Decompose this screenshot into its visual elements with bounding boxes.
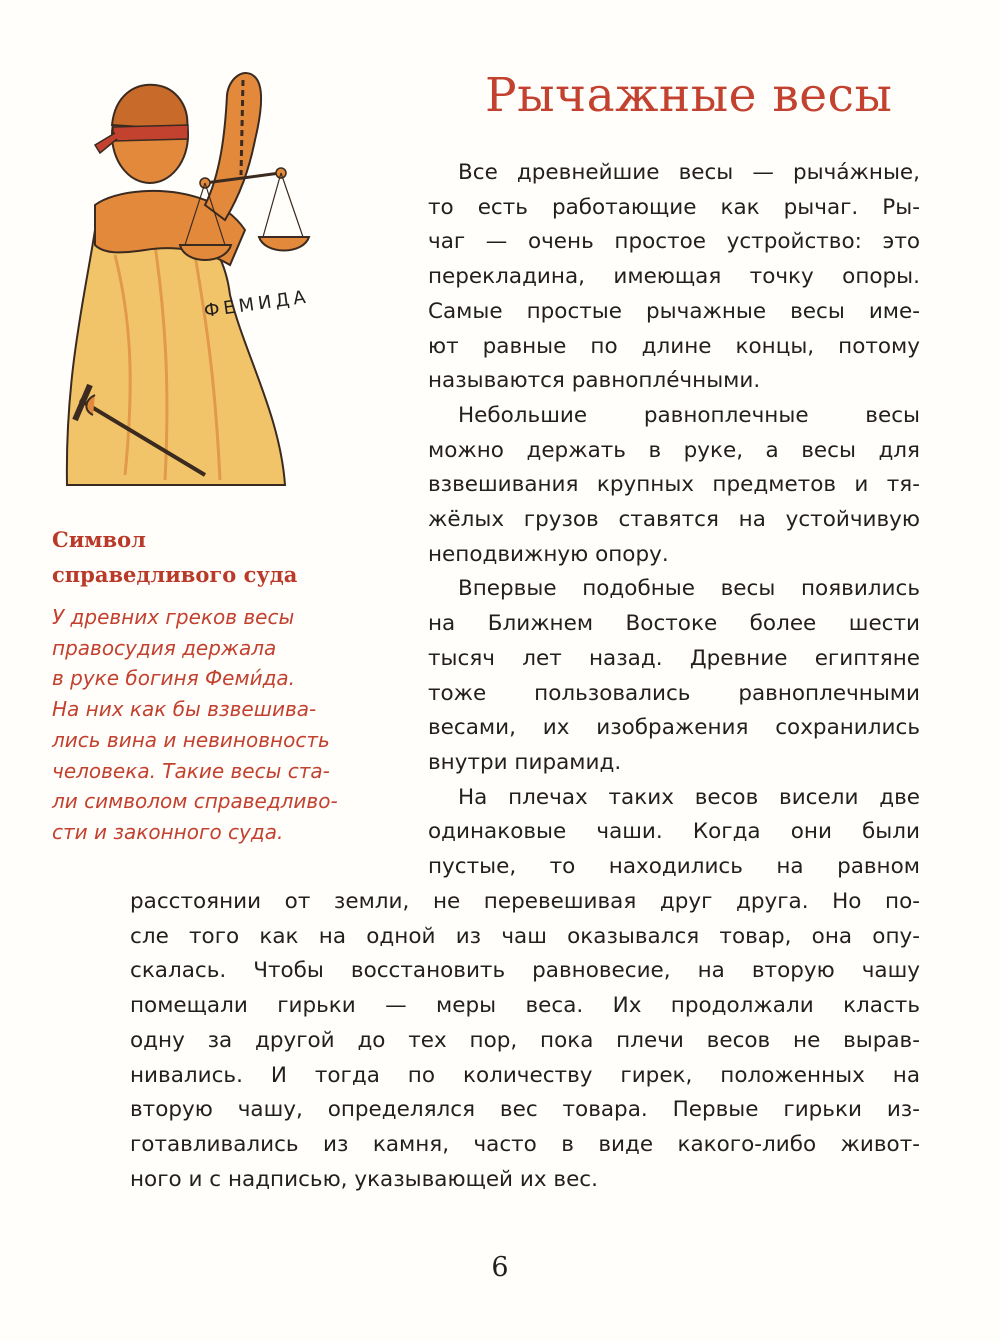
illustration-label: ФЕМИДА — [202, 286, 311, 322]
body-line: помещали гирьки — меры веса. Их продолжали класть — [130, 993, 920, 1019]
body-line: На плечах таких весов висели две — [458, 784, 920, 810]
scale-pan-right — [259, 237, 309, 251]
caption-line: правосудия держала — [52, 635, 277, 660]
body-line: жёлых грузов ставятся на устойчивую — [428, 507, 920, 533]
body-line: неподвижную опору. — [428, 541, 669, 567]
body-line: скалась. Чтобы восстановить равновесие, на вторую чашу — [130, 958, 920, 984]
body-line: взвешивания крупных предметов и тя- — [428, 472, 920, 498]
body-line: внутри пирамид. — [428, 749, 622, 775]
body-right-column — [428, 156, 920, 885]
body-line: на Ближнем Востоке более шести — [428, 611, 920, 637]
body-line: ного и с надписью, указывающей их вес. — [130, 1166, 598, 1192]
page-number: 6 — [491, 1252, 509, 1283]
page-title: Рычажные весы — [485, 68, 893, 123]
body-line: чаг — очень простое устройство: это — [428, 229, 920, 255]
body-line: Самые простые рычажные весы име- — [428, 298, 920, 324]
body-line: тысяч лет назад. Древние египтяне — [428, 645, 920, 671]
themis-raised-arm — [205, 73, 261, 220]
body-line: сле того как на одной из чаш оказывался товар, она опу- — [130, 923, 920, 949]
body-line: одинаковые чаши. Когда они были — [428, 819, 920, 845]
body-line: Впервые подобные весы появились — [458, 576, 920, 602]
body-line: ют равные по длине концы, потому — [428, 333, 920, 359]
body-line: Небольшие равноплечные весы — [458, 402, 920, 428]
caption-title-line: справедливого суда — [52, 562, 298, 587]
body-line: называются равнопле́чными. — [428, 368, 761, 394]
caption-line: в руке богиня Феми́да. — [52, 666, 296, 691]
body-line: нивались. И тогда по количеству гирек, положенных на — [130, 1062, 920, 1088]
body-line: вторую чашу, определялся вес товара. Первые гирьки из- — [130, 1097, 920, 1123]
caption-title-line: Символ — [52, 527, 146, 552]
caption-text — [52, 602, 392, 848]
body-wide-section — [130, 885, 920, 1197]
caption-line: сти и законного суда. — [52, 819, 284, 844]
body-line: расстоянии от земли, не перевешивая друг друга. Но по- — [130, 889, 920, 914]
body-line: перекладина, имеющая точку опоры. — [428, 264, 920, 290]
body-line: пустые, то находились на равном — [428, 854, 920, 880]
caption-title — [52, 522, 372, 592]
body-line: готавливались из камня, часто в виде какого-либо живот- — [130, 1131, 920, 1157]
body-line: можно держать в руке, а весы для — [428, 437, 920, 463]
body-line: Все древнейшие весы — рыча́жные, — [458, 160, 920, 185]
themis-illustration — [55, 55, 345, 495]
body-line: одну за другой до тех пор, пока плечи весов не вырав- — [130, 1027, 920, 1053]
caption-line: человека. Такие весы ста- — [52, 758, 330, 783]
themis-dress — [67, 210, 285, 485]
caption-line: На них как бы взвешива- — [52, 697, 317, 722]
caption-line: ли символом справедливо- — [52, 789, 338, 814]
blindfold — [113, 125, 188, 141]
caption-line: У древних греков весы — [52, 605, 295, 629]
body-line: весами, их изображения сохранились — [428, 715, 920, 741]
body-line: то есть работающие как рычаг. Ры- — [428, 194, 920, 220]
body-line: тоже пользовались равноплечными — [428, 680, 920, 706]
caption-line: лись вина и невиновность — [52, 727, 330, 752]
